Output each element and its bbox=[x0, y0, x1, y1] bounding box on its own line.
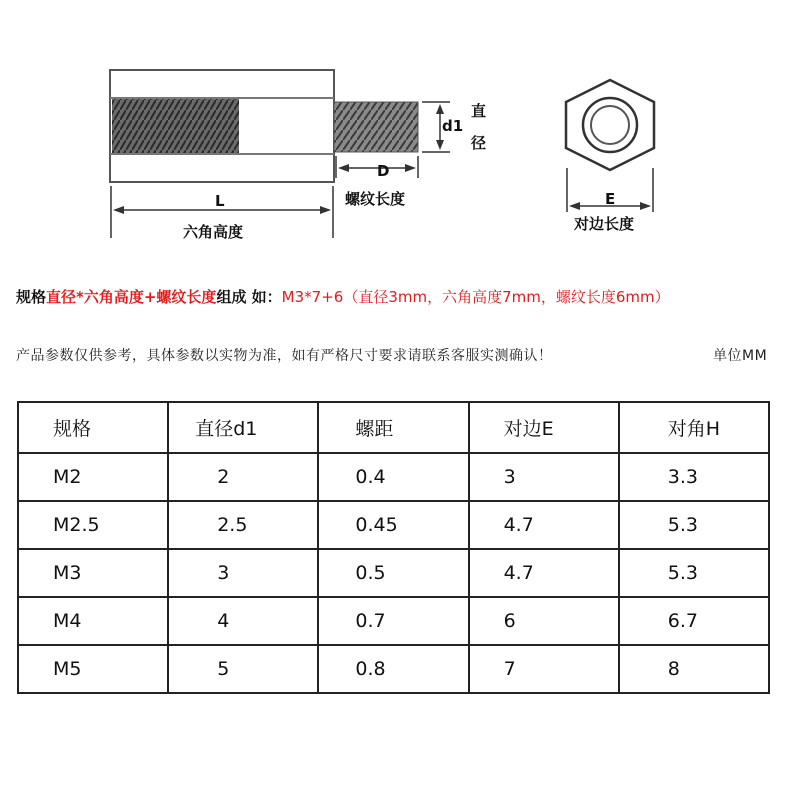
spec-formula: 直径*六角高度+螺纹长度 bbox=[46, 288, 217, 306]
table-cell: 5 bbox=[168, 645, 318, 693]
label-diameter-char2: 径 bbox=[471, 134, 487, 152]
label-across-flats: 对边长度 bbox=[574, 215, 635, 233]
table-cell: 5.3 bbox=[619, 501, 769, 549]
hex-nut-top-view bbox=[566, 80, 654, 170]
standoff-diagram bbox=[0, 0, 790, 260]
table-cell: 2 bbox=[168, 453, 318, 501]
table-row bbox=[18, 453, 769, 501]
standoff-drawing bbox=[0, 0, 790, 260]
table-cell: 4 bbox=[168, 597, 318, 645]
spec-prefix: 规格 bbox=[16, 288, 47, 306]
table-cell: M4 bbox=[18, 597, 168, 645]
table-cell: 3 bbox=[469, 453, 619, 501]
label-E: E bbox=[605, 190, 616, 208]
label-diameter-char1: 直 bbox=[471, 102, 487, 120]
table-cell: 0.45 bbox=[318, 501, 468, 549]
table-cell: 0.4 bbox=[318, 453, 468, 501]
table-header-row bbox=[18, 402, 769, 453]
table-cell: 0.5 bbox=[318, 549, 468, 597]
table-cell: 0.7 bbox=[318, 597, 468, 645]
external-thread bbox=[334, 102, 418, 152]
header-pitch: 螺距 bbox=[318, 402, 468, 453]
table-cell: 3 bbox=[168, 549, 318, 597]
table-cell: 4.7 bbox=[469, 501, 619, 549]
label-thread-length: 螺纹长度 bbox=[345, 190, 406, 208]
label-L: L bbox=[215, 192, 225, 210]
label-hex-height: 六角高度 bbox=[183, 223, 244, 241]
label-D: D bbox=[377, 162, 390, 180]
table-cell: 0.8 bbox=[318, 645, 468, 693]
table-cell: 7 bbox=[469, 645, 619, 693]
table-cell: 6.7 bbox=[619, 597, 769, 645]
table-cell: M5 bbox=[18, 645, 168, 693]
table-cell: M2 bbox=[18, 453, 168, 501]
hex-body bbox=[110, 70, 334, 182]
table-cell: 3.3 bbox=[619, 453, 769, 501]
disclaimer-note bbox=[16, 345, 768, 365]
header-spec: 规格 bbox=[18, 402, 168, 453]
label-d1: d1 bbox=[442, 117, 464, 135]
spec-suffix: 组成 如： bbox=[216, 288, 282, 306]
table-cell: 6 bbox=[469, 597, 619, 645]
table-row bbox=[18, 645, 769, 693]
table-cell: 4.7 bbox=[469, 549, 619, 597]
table-cell: M2.5 bbox=[18, 501, 168, 549]
spec-table bbox=[17, 401, 770, 694]
table-row bbox=[18, 549, 769, 597]
spec-example: M3*7+6（直径3mm，六角高度7mm，螺纹长度6mm） bbox=[281, 288, 670, 306]
table-cell: 2.5 bbox=[168, 501, 318, 549]
table-row bbox=[18, 501, 769, 549]
header-across-flats: 对边E bbox=[469, 402, 619, 453]
table-row bbox=[18, 597, 769, 645]
spec-description bbox=[16, 286, 670, 307]
table-cell: 5.3 bbox=[619, 549, 769, 597]
table-cell: M3 bbox=[18, 549, 168, 597]
disclaimer-text: 产品参数仅供参考，具体参数以实物为准，如有严格尺寸要求请联系客服实测确认！ bbox=[16, 348, 553, 364]
unit-label: 单位MM bbox=[713, 348, 768, 364]
header-across-corners: 对角H bbox=[619, 402, 769, 453]
table-cell: 8 bbox=[619, 645, 769, 693]
header-diameter: 直径d1 bbox=[168, 402, 318, 453]
